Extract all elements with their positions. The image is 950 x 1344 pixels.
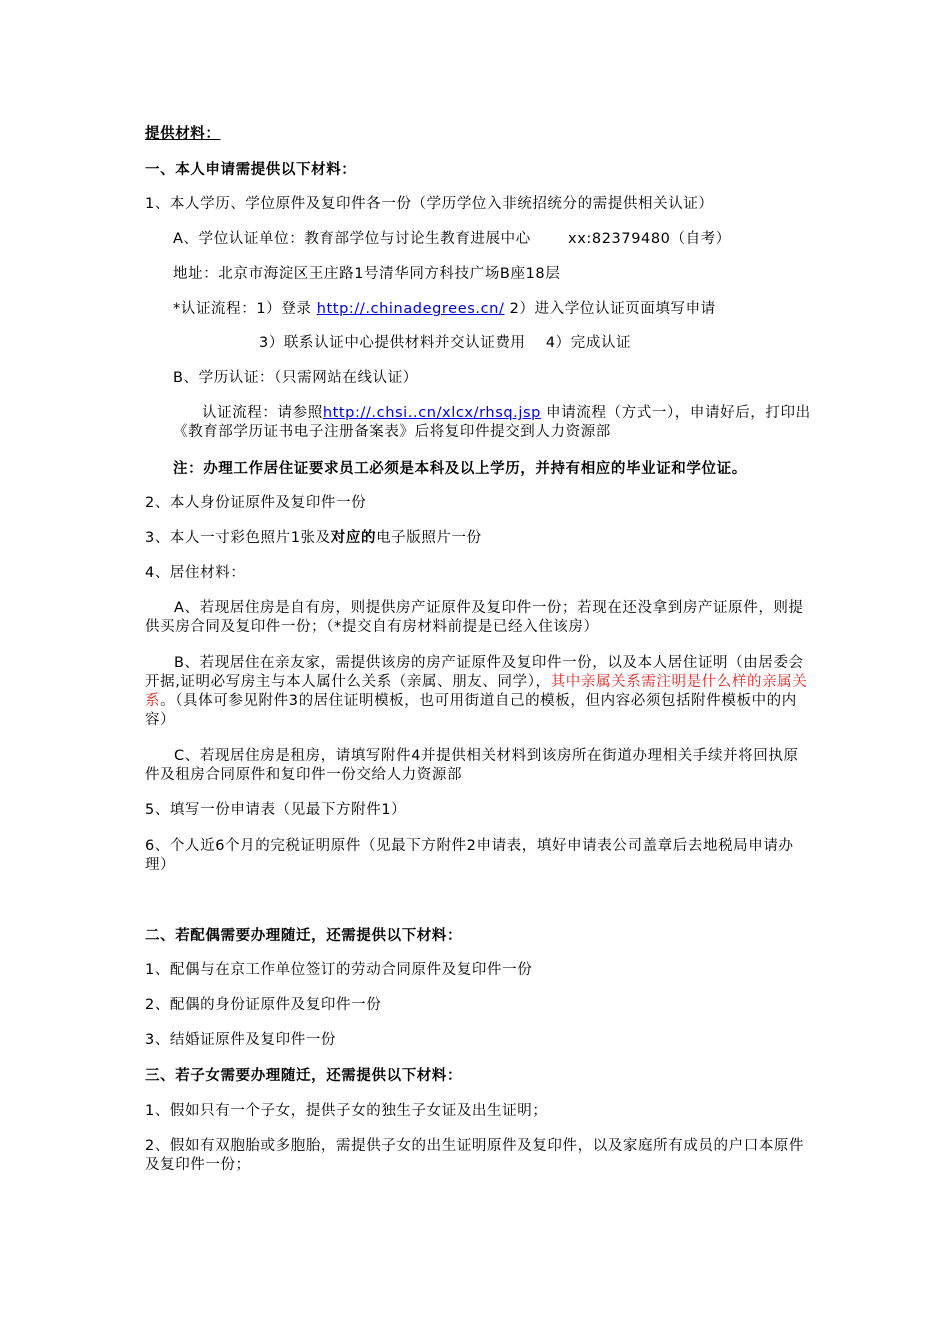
s1-item-3-suffix: 电子版照片一份 [376,530,482,546]
degree-flow-suffix: 2）进入学位认证页面填写申请 [509,301,716,317]
degree-cert-phone: xx:82379480（自考） [568,231,731,247]
degree-cert-address: 地址：北京市海淀区王庄路1号清华同方科技广场B座18层 [173,266,561,282]
section-2-heading: 二、若配偶需要办理随迁，还需提供以下材料： [145,928,463,944]
degree-cert-unit-text: A、学位认证单位：教育部学位与讨论生教育进展中心 [173,231,531,247]
degree-cert-flow [173,300,716,319]
edu-flow-prefix: 认证流程：请参照 [202,405,323,421]
degree-cert-unit [173,230,731,249]
s1-item-4: 4、居住材料： [145,565,246,581]
degree-cert-flow-2: 3）联系认证中心提供材料并交认证费用 4）完成认证 [259,335,632,351]
s3-item-1: 1、假如只有一个子女，提供子女的独生子女证及出生证明； [145,1103,548,1119]
residence-b-tail: 。（具体可参见附件3的居住证明模板，也可用街道自己的模板，但内容必须包括附件模板中的内容） [145,693,797,728]
s1-item-1: 1、本人学历、学位原件及复印件各一份（学历学位入非统招统分的需提供相关认证） [145,196,714,212]
residence-c: C、若现居住房是租房，请填写附件4并提供相关材料到该房所在街道办理相关手续并将回执原件及租房合同原件和复印件一份交给人力资源部 [145,748,799,783]
s1-item-2: 2、本人身份证原件及复印件一份 [145,495,367,511]
residence-b-red-note: 其中亲属关系需注明是什么样的亲属关系 [145,674,808,709]
chinadegrees-link[interactable]: http://.chinadegrees.cn/ [316,301,505,317]
s1-item-3-prefix: 3、本人一寸彩色照片1张及 [145,530,331,546]
section-1-heading: 一、本人申请需提供以下材料： [145,162,357,178]
s2-item-1: 1、配偶与在京工作单位签订的劳动合同原件及复印件一份 [145,962,533,978]
s1-item-6: 6、个人近6个月的完税证明原件（见最下方附件2申请表，填好申请表公司盖章后去地税局申请办理） [145,838,794,873]
s2-item-2: 2、配偶的身份证原件及复印件一份 [145,997,382,1013]
residence-b [145,654,815,730]
edu-flow-suffix: 申请流程（方式一），申请好后，打印出《教育部学历证书电子注册备案表》后将复印件提交到人力资源部 [173,405,811,440]
s2-item-3: 3、结婚证原件及复印件一份 [145,1032,337,1048]
education-cert-flow [173,404,813,442]
s3-item-2: 2、假如有双胞胎或多胞胎，需提供子女的出生证明原件及复印件，以及家庭所有成员的户口本原件及复印件一份； [145,1138,805,1173]
degree-flow-prefix: *认证流程：1）登录 [173,301,312,317]
section-3-heading: 三、若子女需要办理随迁，还需提供以下材料： [145,1068,463,1084]
materials-title: 提供材料： [145,126,221,142]
education-cert-title: B、学历认证：（只需网站在线认证） [173,370,418,386]
s1-item-3 [145,529,482,548]
residence-b-text: B、若现居住在亲友家，需提供该房的房产证原件及复印件一份，以及本人居住证明（由居委会开据,证明必写房主与本人属什么关系（亲属、朋友、同学）， [145,655,804,690]
chsi-link[interactable]: http://.chsi..cn/xlcx/rhsq.jsp [322,405,541,421]
s1-item-3-bold: 对应的 [330,530,377,546]
s1-item-5: 5、填写一份申请表（见最下方附件1） [145,802,407,818]
residence-a: A、若现居住房是自有房，则提供房产证原件及复印件一份；若现在还没拿到房产证原件，则提供买房合同及复印件一份；（*提交自有房材料前提是已经入住该房） [145,600,804,635]
education-note: 注：办理工作居住证要求员工必须是本科及以上学历，并持有相应的毕业证和学位证。 [173,461,747,477]
